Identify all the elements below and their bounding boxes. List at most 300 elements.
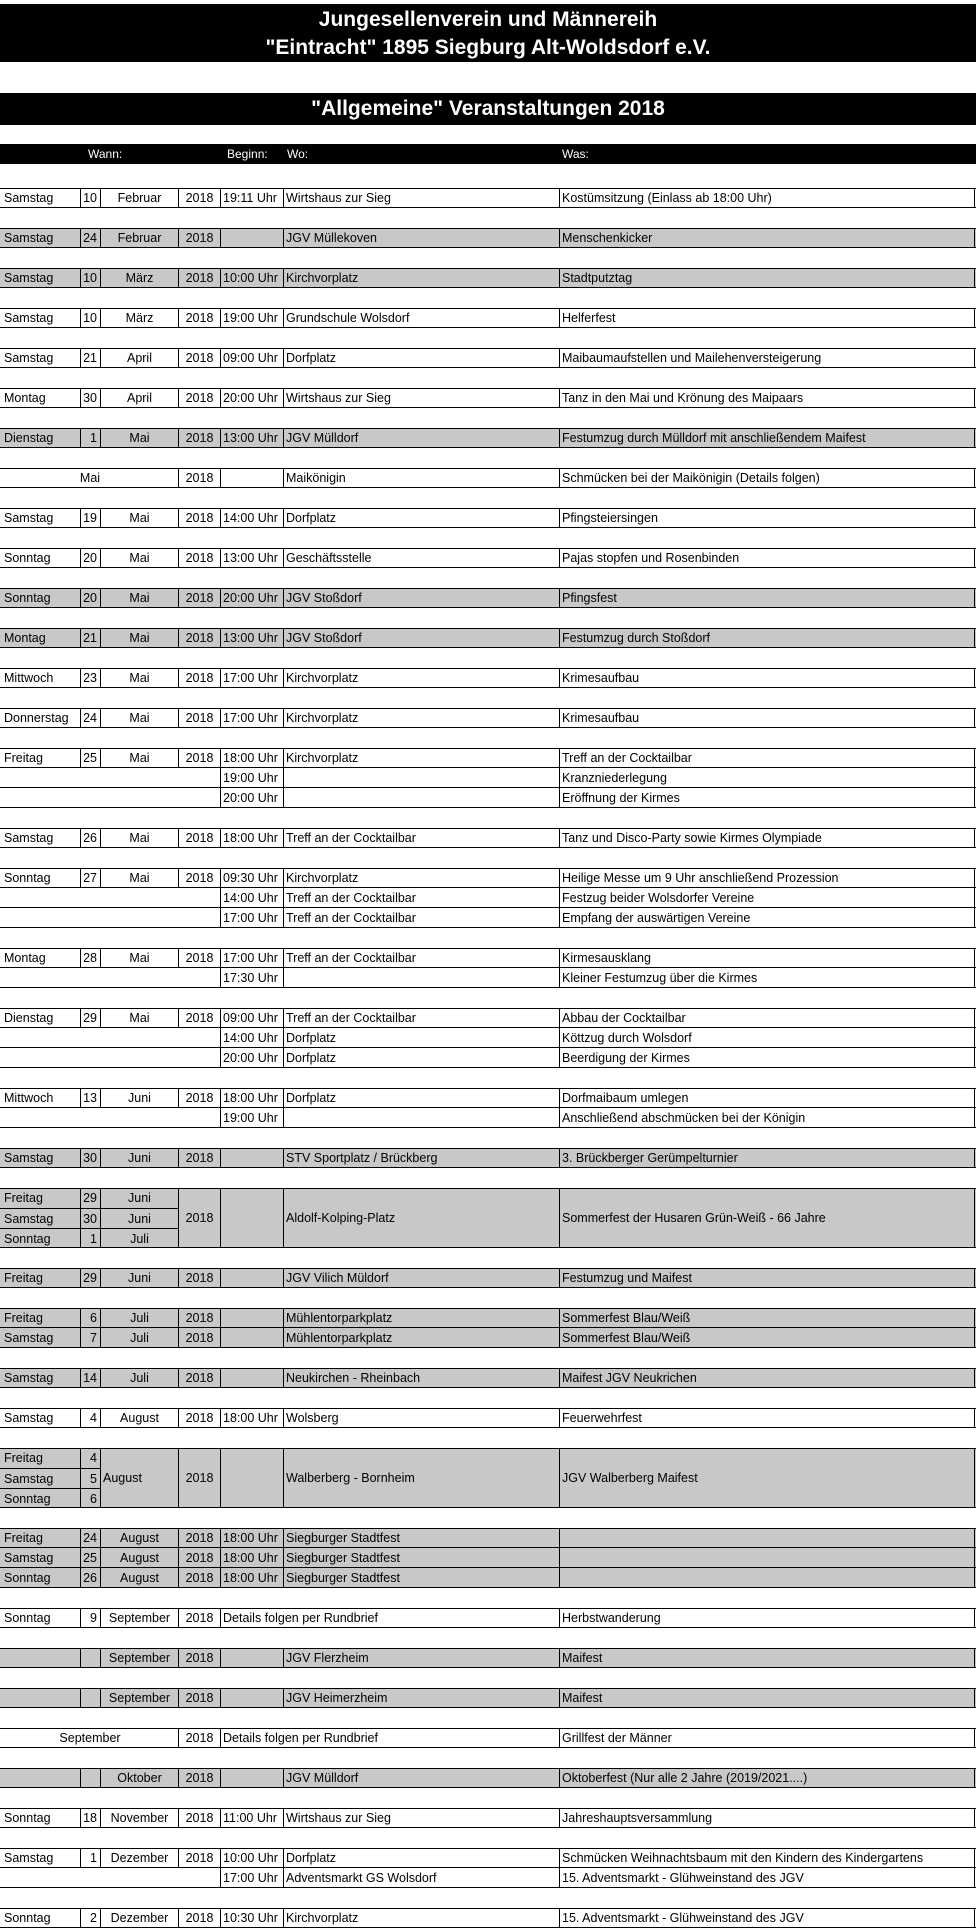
event-day-number: 23 [80,669,100,687]
event-row [0,1688,976,1708]
event-day-number: 5 [80,1469,100,1488]
event-month: Mai [79,471,101,485]
event-year: 2018 [178,1449,220,1507]
event-time: 10:00 Uhr [220,269,284,287]
event-location: JGV Stoßdorf [284,589,560,607]
event-day-number: 24 [80,229,100,247]
event-year: 2018 [178,869,220,887]
event-location: Dorfplatz [284,1089,560,1107]
event-description: Treff an der Cocktailbar [560,749,975,767]
event-month: August [100,1568,178,1587]
event-month: Juli [100,1328,178,1347]
event-weekday: Samstag [4,311,54,325]
event-description: Menschenkicker [560,229,975,247]
event-time [220,1269,284,1287]
event-time: 13:00 Uhr [220,629,284,647]
event-day-number: 4 [80,1448,100,1468]
event-description: JGV Walberberg Maifest [560,1449,975,1507]
event-time: 09:30 Uhr [220,869,284,887]
event-location [284,788,560,807]
event-weekday: Dienstag [4,431,54,445]
event-weekday: Sonntag [4,1811,51,1825]
event-month: Februar [100,229,178,247]
event-weekday: Samstag [4,1211,54,1226]
event-location: Mühlentorparkplatz [284,1328,560,1347]
event-description: Jahreshauptsversammlung [560,1809,975,1827]
event-description: Krimesaufbau [560,709,975,727]
event-weekday: Samstag [4,1411,54,1425]
event-year: 2018 [178,829,220,847]
event-year: 2018 [178,229,220,247]
event-month: Mai [100,1009,178,1027]
event-time: 14:00 Uhr [220,509,284,527]
event-month: August [100,1548,178,1567]
event-month: August [100,1449,178,1507]
event-description: Kleiner Festumzug über die Kirmes [560,968,975,987]
event-year: 2018 [178,1529,220,1547]
event-location: JGV Mülldorf [284,1769,560,1787]
event-year: 2018 [178,189,220,207]
event-description: Stadtputztag [560,269,975,287]
event-day-number: 4 [80,1409,100,1427]
event-month: März [100,269,178,287]
event-month: September [100,1609,178,1627]
event-subrow [0,908,976,928]
event-time [220,1769,284,1787]
event-month: Februar [100,189,178,207]
event-description: Maifest JGV Neukrichen [560,1369,975,1387]
event-year: 2018 [178,589,220,607]
event-month: Juli [100,1229,178,1248]
event-day-number: 21 [80,629,100,647]
event-month: Mai [100,749,178,767]
event-weekday: Samstag [4,511,54,525]
event-row [0,1148,976,1168]
event-description: Herbstwanderung [560,1609,975,1627]
event-month: Juni [100,1149,178,1167]
event-month: September [100,1649,178,1667]
event-day-number: 1 [80,1229,100,1248]
event-month: Oktober [100,1769,178,1787]
event-day-number: 25 [80,1548,100,1567]
event-month: Mai [100,829,178,847]
event-location: Details folgen per Rundbrief [220,1609,560,1627]
event-row [0,1548,976,1568]
event-year: 2018 [178,269,220,287]
event-weekday: Samstag [4,271,54,285]
event-time: 13:00 Uhr [220,429,284,447]
event-weekday: Montag [4,951,46,965]
event-time [220,1189,284,1247]
event-description: Grillfest der Männer [560,1729,975,1747]
club-title-line1: Jungesellenverein und Männereih [318,8,658,31]
event-description: Heilige Messe um 9 Uhr anschließend Prozession [560,869,975,887]
event-day-number: 24 [80,1529,100,1547]
event-day-number: 29 [80,1188,100,1208]
event-day-number: 20 [80,549,100,567]
event-description: Maifest [560,1689,975,1707]
event-time: 20:00 Uhr [220,389,284,407]
event-year: 2018 [178,1149,220,1167]
event-year: 2018 [178,1369,220,1387]
event-row [0,1848,976,1868]
event-year: 2018 [178,1009,220,1027]
event-day-number: 29 [80,1269,100,1287]
event-location: Wirtshaus zur Sieg [284,189,560,207]
event-row [0,548,976,568]
event-subrow [0,1048,976,1068]
event-description: Dorfmaibaum umlegen [560,1089,975,1107]
event-description: Maifest [560,1649,975,1667]
event-month: Dezember [100,1849,178,1867]
event-day-number: 24 [80,709,100,727]
event-month: Juli [100,1369,178,1387]
event-year: 2018 [178,1309,220,1327]
event-month: Mai [100,629,178,647]
column-header-beginn: Beginn: [227,147,268,161]
event-year: 2018 [178,1689,220,1707]
event-weekday: Freitag [4,1191,43,1205]
event-description: Festumzug durch Stoßdorf [560,629,975,647]
event-location: JGV Müllekoven [284,229,560,247]
event-time: 09:00 Uhr [220,1009,284,1027]
event-description: Schmücken bei der Maikönigin (Details folgen) [560,469,975,487]
event-row [0,1808,976,1828]
event-weekday: Sonntag [4,871,51,885]
event-group-day [0,1468,100,1488]
event-row [0,1308,976,1328]
event-day-number: 18 [80,1809,100,1827]
event-row [0,628,976,648]
event-description: Oktoberfest (Nur alle 2 Jahre (2019/2021....) [560,1769,975,1787]
event-day-number: 10 [80,309,100,327]
event-subrow [0,1028,976,1048]
event-year: 2018 [178,1409,220,1427]
event-weekday: Samstag [4,1371,54,1385]
event-time: 18:00 Uhr [220,749,284,767]
event-time [220,1449,284,1507]
event-row [0,1608,976,1628]
event-description: Sommerfest Blau/Weiß [560,1309,975,1327]
event-location: Geschäftsstelle [284,549,560,567]
event-year: 2018 [178,429,220,447]
event-row [0,1268,976,1288]
event-description [560,1568,975,1587]
event-month: November [100,1809,178,1827]
event-location: Dorfplatz [284,349,560,367]
event-year: 2018 [178,1089,220,1107]
event-weekday: Sonntag [4,1570,51,1585]
event-year: 2018 [178,749,220,767]
event-month: Juni [100,1209,178,1228]
event-year: 2018 [178,349,220,367]
event-day-number: 19 [80,509,100,527]
event-row [0,1408,976,1428]
event-description: Kostümsitzung (Einlass ab 18:00 Uhr) [560,189,975,207]
event-day-number: 10 [80,269,100,287]
event-time [220,1369,284,1387]
event-month: April [100,389,178,407]
event-weekday: Freitag [4,751,43,765]
event-location: Kirchvorplatz [284,709,560,727]
event-weekday: Samstag [4,351,54,365]
event-year: 2018 [178,629,220,647]
event-time: 17:00 Uhr [220,669,284,687]
event-location: Dorfplatz [284,1048,560,1067]
event-day-number: 26 [80,1568,100,1587]
event-time: 14:00 Uhr [220,888,284,907]
event-row [0,188,976,208]
event-year: 2018 [178,509,220,527]
event-weekday [2,1689,80,1707]
event-location: Treff an der Cocktailbar [284,949,560,967]
event-month: Mai [100,869,178,887]
event-year: 2018 [178,1328,220,1347]
event-year: 2018 [178,1189,220,1247]
event-day-number: 20 [80,589,100,607]
event-location: Treff an der Cocktailbar [284,829,560,847]
event-description: Feuerwehrfest [560,1409,975,1427]
event-time: 20:00 Uhr [220,788,284,807]
event-weekday [2,1649,80,1667]
event-year: 2018 [178,1909,220,1927]
event-year: 2018 [178,1769,220,1787]
event-day-number: 1 [80,1849,100,1867]
event-weekday: Sonntag [4,1491,51,1506]
event-weekday: Freitag [4,1271,43,1285]
event-time: 19:00 Uhr [220,768,284,787]
event-group [0,1448,976,1508]
event-row [0,308,976,328]
event-weekday: Samstag [4,1851,54,1865]
event-time: 19:00 Uhr [220,1108,284,1127]
event-time [220,1328,284,1347]
event-description [560,1548,975,1567]
event-location [284,968,560,987]
event-description: 15. Adventsmarkt - Glühweinstand des JGV [560,1909,975,1927]
event-year: 2018 [178,1609,220,1627]
event-month: August [100,1409,178,1427]
event-row [0,1528,976,1548]
event-time: 17:00 Uhr [220,949,284,967]
event-year: 2018 [178,1548,220,1567]
event-location: Treff an der Cocktailbar [284,888,560,907]
event-weekday [2,1769,80,1787]
event-day-number: 9 [80,1609,100,1627]
event-subrow [0,888,976,908]
event-description: Kranzniederlegung [560,768,975,787]
event-description: Tanz und Disco-Party sowie Kirmes Olympiade [560,829,975,847]
event-group [0,1188,976,1248]
event-description: Festzug beider Wolsdorfer Vereine [560,888,975,907]
event-day-number: 28 [80,949,100,967]
event-description: Abbau der Cocktailbar [560,1009,975,1027]
event-time [220,1309,284,1327]
event-weekday: Sonntag [4,1911,51,1925]
event-description: Sommerfest der Husaren Grün-Weiß - 66 Jahre [560,1189,975,1247]
event-weekday: Sonntag [4,591,51,605]
event-day-number: 21 [80,349,100,367]
event-location: JGV Heimerzheim [284,1689,560,1707]
event-row [0,948,976,968]
event-year: 2018 [178,1269,220,1287]
event-time: 17:00 Uhr [220,709,284,727]
event-time: 19:00 Uhr [220,309,284,327]
event-day-number: 14 [80,1369,100,1387]
event-description: Tanz in den Mai und Krönung des Maipaars [560,389,975,407]
event-time: 17:00 Uhr [220,908,284,927]
event-description: Beerdigung der Kirmes [560,1048,975,1067]
event-location: JGV Stoßdorf [284,629,560,647]
event-location: Grundschule Wolsdorf [284,309,560,327]
event-location: STV Sportplatz / Brückberg [284,1149,560,1167]
event-weekday: Dienstag [4,1011,54,1025]
event-row [0,1568,976,1588]
club-title-line2: "Eintracht" 1895 Siegburg Alt-Woldsdorf e.V. [265,36,711,59]
event-location: Kirchvorplatz [284,1909,560,1927]
event-description [560,1529,975,1547]
event-description: Helferfest [560,309,975,327]
event-location: Dorfplatz [284,1849,560,1867]
event-description: Eröffnung der Kirmes [560,788,975,807]
event-time: 14:00 Uhr [220,1028,284,1047]
event-description: Pfingsfest [560,589,975,607]
event-day-number: 2 [80,1909,100,1927]
event-time [220,229,284,247]
event-month: Juli [100,1309,178,1327]
event-subrow [0,1868,976,1888]
event-description: Anschließend abschmücken bei der Königin [560,1108,975,1127]
event-location: Details folgen per Rundbrief [220,1729,560,1747]
event-group-day [0,1488,100,1508]
events-title: "Allgemeine" Veranstaltungen 2018 [0,93,976,125]
event-weekday: Samstag [4,1471,54,1486]
event-location: Mühlentorparkplatz [284,1309,560,1327]
event-day-number: 6 [80,1489,100,1508]
event-location: Dorfplatz [284,1028,560,1047]
event-group-day [0,1188,178,1208]
event-row [0,228,976,248]
event-year: 2018 [178,309,220,327]
event-description: Sommerfest Blau/Weiß [560,1328,975,1347]
event-year: 2018 [178,549,220,567]
event-row [0,868,976,888]
event-day-number: 26 [80,829,100,847]
event-month: Mai [100,669,178,687]
event-year: 2018 [178,1849,220,1867]
event-month: Mai [100,709,178,727]
event-time: 10:00 Uhr [220,1849,284,1867]
event-day-number: 30 [80,389,100,407]
event-location: Walberberg - Bornheim [284,1449,560,1507]
event-location: Aldolf-Kolping-Platz [284,1189,560,1247]
event-description: 15. Adventsmarkt - Glühweinstand des JGV [560,1868,975,1887]
event-location: Neukirchen - Rheinbach [284,1369,560,1387]
event-month: März [100,309,178,327]
event-month: Mai [100,589,178,607]
event-weekday: Samstag [4,231,54,245]
event-location: Siegburger Stadtfest [284,1568,560,1587]
event-time: 09:00 Uhr [220,349,284,367]
event-month: Juni [100,1269,178,1287]
event-weekday: Samstag [4,1330,54,1345]
event-location: Kirchvorplatz [284,269,560,287]
event-month: Mai [100,549,178,567]
event-location: JGV Flerzheim [284,1649,560,1667]
event-row [0,388,976,408]
event-day-number [80,1649,100,1667]
event-time: 20:00 Uhr [220,1048,284,1067]
event-description: Empfang der auswärtigen Vereine [560,908,975,927]
event-description: Köttzug durch Wolsdorf [560,1028,975,1047]
event-location: Maikönigin [284,469,560,487]
event-weekday: Montag [4,391,46,405]
event-weekday: Mittwoch [4,671,54,685]
event-row [0,1368,976,1388]
event-weekday: Sonntag [4,1611,51,1625]
event-row [0,268,976,288]
event-year: 2018 [178,1649,220,1667]
event-month: September [100,1689,178,1707]
column-header-was: Was: [562,147,589,161]
event-group-day [0,1208,178,1228]
event-month: April [100,349,178,367]
event-time: 18:00 Uhr [220,1568,284,1587]
event-group-day [0,1448,100,1468]
event-row [0,348,976,368]
event-weekday: Montag [4,631,46,645]
event-weekday: Mittwoch [4,1091,54,1105]
event-description: Maibaumaufstellen und Mailehenversteigerung [560,349,975,367]
event-row [0,508,976,528]
event-time: 17:30 Uhr [220,968,284,987]
event-location [284,1108,560,1127]
event-description: Festumzug durch Mülldorf mit anschließendem Maifest [560,429,975,447]
event-day-number: 30 [80,1209,100,1228]
event-time: 17:00 Uhr [220,1868,284,1887]
event-time: 10:30 Uhr [220,1909,284,1927]
event-subrow [0,968,976,988]
event-day-number: 27 [80,869,100,887]
event-time: 13:00 Uhr [220,549,284,567]
event-day-number: 25 [80,749,100,767]
event-day-number: 29 [80,1009,100,1027]
event-day-number: 10 [80,189,100,207]
event-day-number: 1 [80,429,100,447]
event-month: September [59,1731,121,1745]
event-location: Wolsberg [284,1409,560,1427]
event-row [0,1908,976,1928]
column-header-wann: Wann: [88,147,123,161]
event-location: Siegburger Stadtfest [284,1529,560,1547]
event-weekday: Sonntag [4,551,51,565]
event-row [0,1648,976,1668]
event-row [0,1008,976,1028]
event-location: JGV Mülldorf [284,429,560,447]
event-month: Mai [100,429,178,447]
event-year: 2018 [178,389,220,407]
event-day-number: 30 [80,1149,100,1167]
event-time: 20:00 Uhr [220,589,284,607]
event-row [0,1728,976,1748]
event-description: Pajas stopfen und Rosenbinden [560,549,975,567]
event-location: JGV Vilich Müldorf [284,1269,560,1287]
event-year: 2018 [178,469,220,487]
event-time: 11:00 Uhr [220,1809,284,1827]
event-location: Wirtshaus zur Sieg [284,389,560,407]
event-time: 18:00 Uhr [220,1409,284,1427]
event-location: Siegburger Stadtfest [284,1548,560,1567]
